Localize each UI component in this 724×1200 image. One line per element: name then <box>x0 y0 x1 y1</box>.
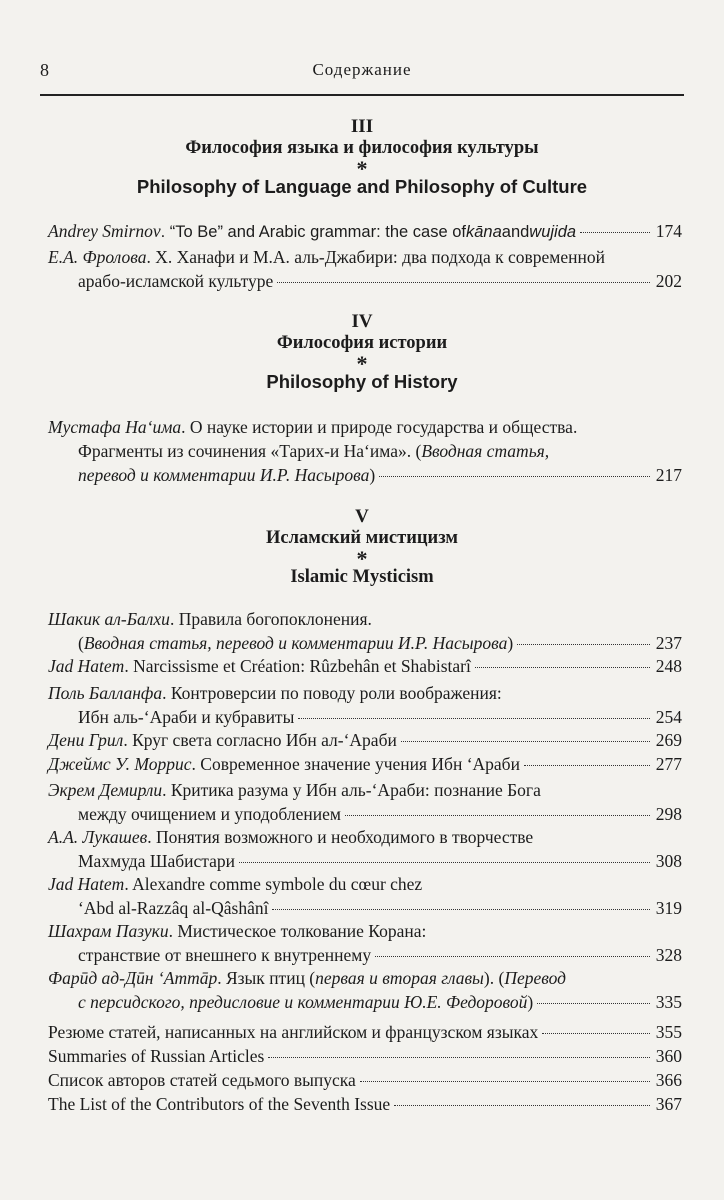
section-separator: * <box>356 546 368 571</box>
entry-title: Summaries of Russian Articles <box>48 1046 265 1066</box>
toc-entry[interactable] <box>48 245 682 293</box>
header-rule <box>40 94 684 96</box>
entry-note: перевод и комментарии И.Р. Насырова <box>78 465 370 485</box>
entry-page-number: 237 <box>655 633 682 653</box>
entry-title: . Современное значение учения Ибн ‘Араби <box>191 754 520 774</box>
page-number: 8 <box>40 60 49 80</box>
entry-author: А.А. Лукашев <box>48 827 148 847</box>
entry-title: между очищением и уподоблением <box>78 804 341 824</box>
toc-entry[interactable] <box>48 654 682 678</box>
entry-author: Шакик ал-Балхи <box>48 609 170 629</box>
leader-dots <box>375 956 650 957</box>
entry-title: ) <box>369 465 376 485</box>
entry-author: Экрем Демирли <box>48 780 163 800</box>
entry-note: Вводная статья, перевод и комментарии И.Р. Насырова <box>83 633 508 653</box>
leader-dots <box>345 815 650 816</box>
entry-title-italic: wujida <box>529 223 577 241</box>
entry-title: ‘Abd al-Razzâq al-Qâshânî <box>78 898 269 918</box>
running-header <box>40 60 684 90</box>
section-4-heading <box>0 312 724 394</box>
leader-dots <box>268 1057 649 1058</box>
entry-author: Е.А. Фролова <box>48 247 147 267</box>
entry-title: and <box>501 223 530 241</box>
entry-author: Фарӣд ад-Дӣн ‘Аттāр <box>48 968 218 988</box>
toc-entry[interactable] <box>48 966 682 1014</box>
entry-author: Джеймс У. Моррис <box>48 754 192 774</box>
entry-author: Jad Hatem <box>48 656 125 676</box>
leader-dots <box>394 1105 650 1106</box>
entry-title: The List of the Contributors of the Seventh Issue <box>48 1094 391 1114</box>
section-number: IV <box>351 311 373 332</box>
entry-title: . Alexandre comme symbole du cœur chez <box>124 874 423 894</box>
entry-author: Шахрам Пазуки <box>48 921 169 941</box>
entry-title: ). ( <box>483 968 505 988</box>
entry-title: ) <box>507 633 514 653</box>
entry-page-number: 254 <box>655 707 682 727</box>
leader-dots <box>517 644 650 645</box>
entry-page-number: 360 <box>655 1046 682 1066</box>
entry-page-number: 298 <box>655 804 682 824</box>
entry-page-number: 308 <box>655 851 682 871</box>
toc-entry[interactable] <box>48 681 682 729</box>
header-title: Содержание <box>312 60 412 79</box>
leader-dots <box>542 1033 649 1034</box>
toc-entry[interactable] <box>48 1068 682 1092</box>
entry-page-number: 217 <box>655 465 682 485</box>
section-title-en: Philosophy of History <box>266 371 458 392</box>
toc-entry[interactable] <box>48 752 682 776</box>
entry-author: Jad Hatem <box>48 874 125 894</box>
section-title-ru: Философия языка и философия культуры <box>185 138 539 158</box>
entry-title: Список авторов статей седьмого выпуска <box>48 1070 356 1090</box>
entry-title: . Понятия возможного и необходимого в творчестве <box>147 827 534 847</box>
entry-title: . “To Be” and Arabic grammar: the case of <box>160 223 466 241</box>
entry-title: Фрагменты из сочинения «Тарих-и На‘има». ( <box>78 441 422 461</box>
leader-dots <box>475 667 650 668</box>
entry-title: . Критика разума у Ибн аль-‘Араби: познание Бога <box>162 780 541 800</box>
section-title-en: Philosophy of Language and Philosophy of Culture <box>136 176 588 197</box>
entry-title: . Язык птиц ( <box>217 968 316 988</box>
entry-title: Резюме статей, написанных на английском и французском языках <box>48 1022 539 1042</box>
toc-entry[interactable] <box>48 778 682 826</box>
entry-page-number: 277 <box>655 754 682 774</box>
section-number: III <box>350 116 374 137</box>
entry-title: ) <box>527 992 534 1012</box>
entry-note: Перевод <box>504 968 566 988</box>
entry-page-number: 269 <box>655 730 682 750</box>
toc-entry[interactable] <box>48 1020 682 1044</box>
toc-entry[interactable] <box>48 872 682 920</box>
entry-page-number: 335 <box>655 992 682 1012</box>
section-title-ru: Исламский мистицизм <box>266 528 458 548</box>
entry-title: . Правила богопоклонения. <box>169 609 372 629</box>
leader-dots <box>239 862 650 863</box>
toc-entry[interactable] <box>48 1044 682 1068</box>
entry-title: Махмуда Шабистари <box>78 851 236 871</box>
entry-title: Ибн аль-‘Араби и кубравиты <box>78 707 295 727</box>
toc-entry[interactable] <box>48 607 682 655</box>
entry-title: арабо-исламской культуре <box>78 271 274 291</box>
section-separator: * <box>356 351 368 376</box>
leader-dots <box>272 909 649 910</box>
entry-page-number: 248 <box>655 656 682 676</box>
leader-dots <box>524 765 650 766</box>
entry-page-number: 366 <box>655 1070 682 1090</box>
entry-note: первая и вторая главы <box>315 968 484 988</box>
leader-dots <box>298 718 649 719</box>
entry-title: . Х. Ханафи и М.А. аль-Джабири: два подхода к современной <box>146 247 605 267</box>
entry-title: ( <box>78 633 84 653</box>
entry-title: . Круг света согласно Ибн ал-‘Араби <box>123 730 397 750</box>
entry-title: . Мистическое толкование Корана: <box>168 921 427 941</box>
entry-title: . О науке истории и природе государства и общества. <box>181 417 578 437</box>
entry-page-number: 328 <box>655 945 682 965</box>
toc-entry[interactable] <box>48 1092 682 1116</box>
toc-entry[interactable] <box>48 219 682 244</box>
leader-dots <box>401 741 650 742</box>
entry-title-italic: kāna <box>465 223 502 241</box>
section-title-ru: Философия истории <box>276 333 448 353</box>
leader-dots <box>537 1003 650 1004</box>
entry-author: Andrey Smirnov <box>48 221 161 241</box>
leader-dots <box>379 476 650 477</box>
entry-title: странствие от внешнего к внутреннему <box>78 945 372 965</box>
entry-page-number: 355 <box>655 1022 682 1042</box>
toc-entry[interactable] <box>48 415 682 487</box>
entry-note: с персидского, предисловие и комментарии Ю.Е. Федоровой <box>78 992 528 1012</box>
toc-entry[interactable] <box>48 919 682 967</box>
section-3-heading <box>0 117 724 199</box>
leader-dots <box>360 1081 650 1082</box>
entry-page-number: 174 <box>655 221 682 241</box>
entry-page-number: 367 <box>655 1094 682 1114</box>
toc-entry[interactable] <box>48 825 682 873</box>
entry-title: . Контроверсии по поводу роли воображения: <box>162 683 502 703</box>
entry-page-number: 202 <box>655 271 682 291</box>
entry-author: Дени Грил <box>48 730 124 750</box>
leader-dots <box>580 232 650 233</box>
entry-author: Поль Балланфа <box>48 683 163 703</box>
leader-dots <box>277 282 649 283</box>
section-5-heading <box>0 507 724 589</box>
entry-title: . Narcissisme et Création: Rûzbehân et Shabistarî <box>124 656 471 676</box>
section-separator: * <box>356 156 368 181</box>
entry-author: Мустафа На‘има <box>48 417 182 437</box>
toc-entry[interactable] <box>48 728 682 752</box>
section-number: V <box>355 506 369 527</box>
section-title-en: Islamic Mysticism <box>290 567 434 587</box>
entry-page-number: 319 <box>655 898 682 918</box>
entry-note: Вводная статья, <box>421 441 550 461</box>
